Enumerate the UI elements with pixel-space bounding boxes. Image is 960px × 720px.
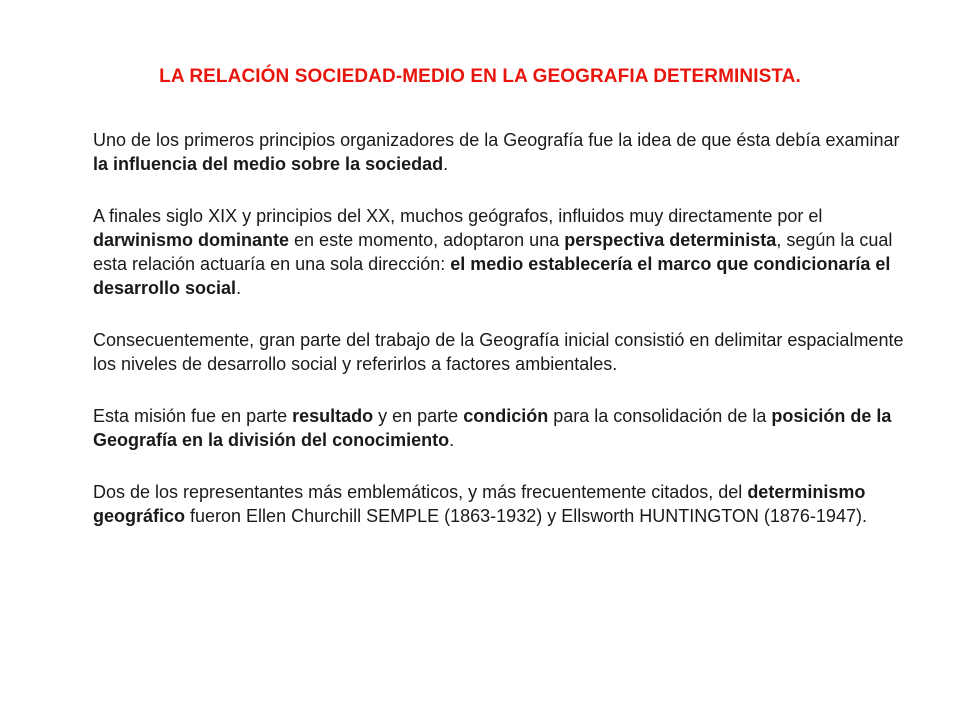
text-segment: en este momento, adoptaron una [289, 230, 565, 250]
paragraph [93, 404, 908, 452]
paragraph [93, 128, 908, 176]
text-segment: . [449, 430, 455, 450]
text-segment: para la consolidación de la [548, 406, 772, 426]
slide-body [93, 128, 908, 556]
bold-text: resultado [292, 406, 374, 426]
bold-text: determinismo geográfico [93, 482, 866, 526]
paragraph [93, 204, 908, 300]
text-segment: . [443, 154, 449, 174]
paragraph [93, 328, 908, 376]
bold-text: perspectiva determinista [564, 230, 777, 250]
bold-text: el medio establecería el marco que condicionaría el desarrollo social [93, 254, 891, 298]
text-segment: Uno de los primeros principios organizadores de la Geografía fue la idea de que ésta debía examinar [93, 130, 900, 150]
paragraph [93, 480, 908, 528]
text-segment: fueron Ellen Churchill SEMPLE (1863-1932) y Ellsworth HUNTINGTON (1876-1947). [185, 506, 867, 526]
bold-text: darwinismo dominante [93, 230, 290, 250]
text-segment: . [236, 278, 242, 298]
text-segment: Dos de los representantes más emblemáticos, y más frecuentemente citados, del [93, 482, 748, 502]
text-segment: Esta misión fue en parte [93, 406, 293, 426]
text-segment: Consecuentemente, gran parte del trabajo de la Geografía inicial consistió en delimitar espacialmente los niveles de desarrollo social y referirlos a factores ambientales. [93, 330, 904, 374]
bold-text: la influencia del medio sobre la sociedad [93, 154, 444, 174]
text-segment: A finales siglo XIX y principios del XX, muchos geógrafos, influidos muy directamente por el [93, 206, 823, 226]
bold-text: posición de la Geografía en la división del conocimiento [93, 406, 892, 450]
bold-text: condición [463, 406, 549, 426]
text-segment: y en parte [373, 406, 464, 426]
slide-title: LA RELACIÓN SOCIEDAD-MEDIO EN LA GEOGRAFIA DETERMINISTA. [159, 66, 801, 87]
text-segment: , según la cual esta relación actuaría en una sola dirección: [93, 230, 893, 274]
